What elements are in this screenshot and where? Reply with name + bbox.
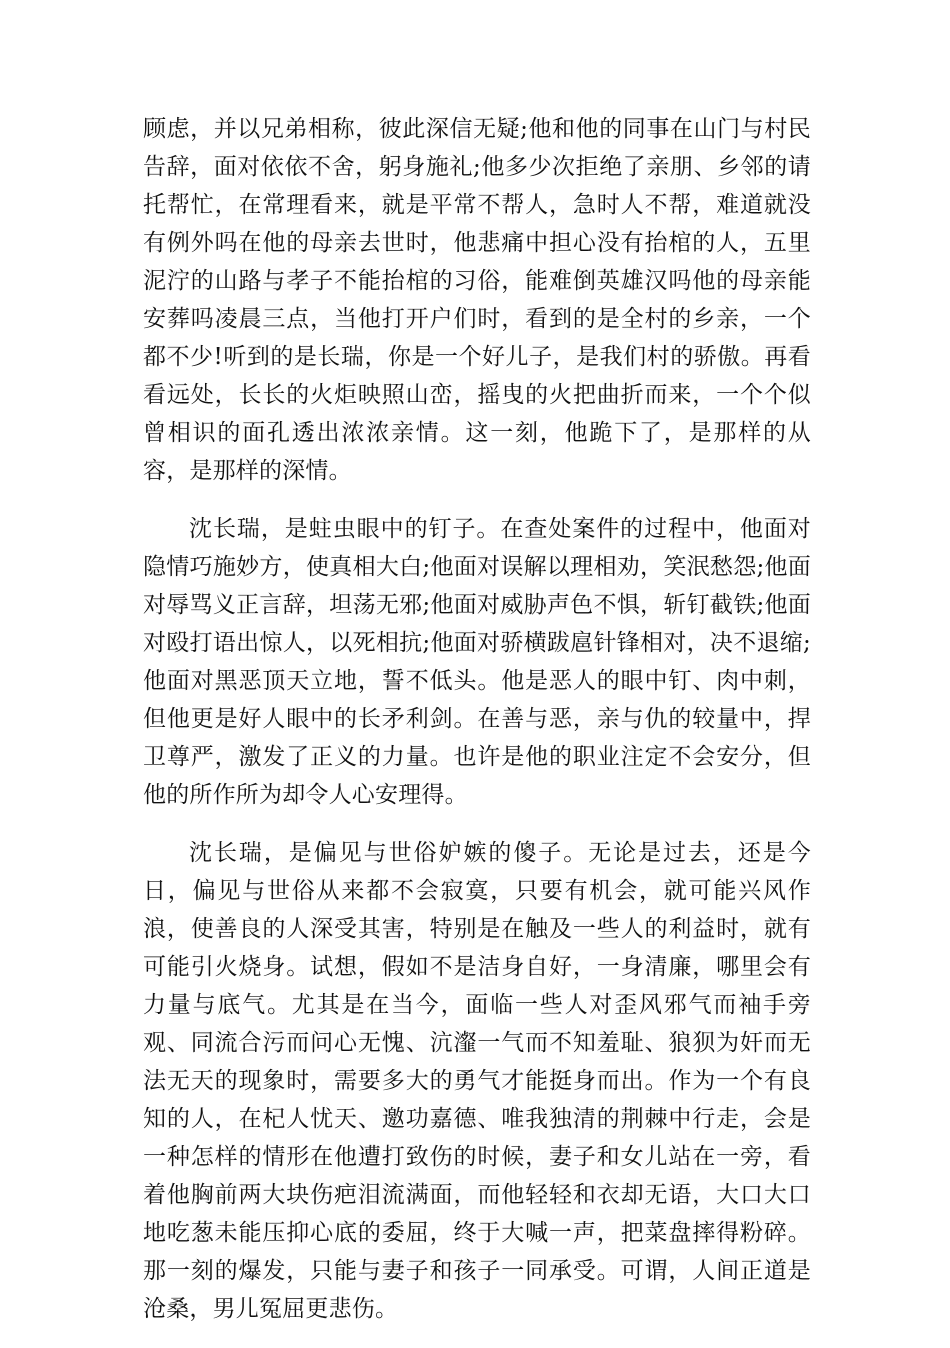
paragraph-3: 沈长瑞，是偏见与世俗妒嫉的傻子。无论是过去，还是今日，偏见与世俗从来都不会寂寞，只要有机会，就可能兴风作浪，使善良的人深受其害，特别是在触及一些人的利益时，就有可能引火烧身。试想，假如不是洁身自好，一身清廉，哪里会有力量与底气。尤其是在当今，面临一些人对歪风邪气而袖手旁观、同流合污而问心无愧、沆瀣一气而不知羞耻、狼狈为奸而无法无天的现象时，需要多大的勇气才能挺身而出。作为一个有良知的人，在杞人忧天、邀功嘉德、唯我独清的荆棘中行走，会是一种怎样的情形在他遭打致伤的时候，妻子和女儿站在一旁，看着他胸前两大块伤疤泪流满面，而他轻轻和衣却无语，大口大口地吃葱未能压抑心底的委屈，终于大喊一声，把菜盘摔得粉碎。那一刻的爆发，只能与妻子和孩子一同承受。可谓，人间正道是沧桑，男儿冤屈更悲伤。: [143, 840, 811, 1322]
paragraph-2: 沈长瑞，是蛀虫眼中的钉子。在查处案件的过程中，他面对隐情巧施妙方，使真相大白;他面对误解以理相劝，笑泯愁怨;他面对辱骂义正言辞，坦荡无邪;他面对威胁声色不惧，斩钉截铁;他面对殴打语出惊人，以死相抗;他面对骄横跋扈针锋相对，决不退缩;他面对黑恶顶天立地，誓不低头。他是恶人的眼中钉、肉中刺，但他更是好人眼中的长矛利剑。在善与恶，亲与仇的较量中，捍卫尊严，激发了正义的力量。也许是他的职业注定不会安分，但他的所作所为却令人心安理得。: [143, 516, 811, 808]
document-body: [143, 110, 811, 1348]
paragraph-1: 顾虑，并以兄弟相称，彼此深信无疑;他和他的同事在山门与村民告辞，面对依依不舍，躬身施礼;他多少次拒绝了亲朋、乡邻的请托帮忙，在常理看来，就是平常不帮人，急时人不帮，难道就没有例外吗在他的母亲去世时，他悲痛中担心没有抬棺的人，五里泥泞的山路与孝子不能抬棺的习俗，能难倒英雄汉吗他的母亲能安葬吗凌晨三点，当他打开户们时，看到的是全村的乡亲，一个都不少!听到的是长瑞，你是一个好儿子，是我们村的骄傲。再看看远处，长长的火炬映照山峦，摇曳的火把曲折而来，一个个似曾相识的面孔透出浓浓亲情。这一刻，他跪下了，是那样的从容，是那样的深情。: [143, 116, 811, 484]
